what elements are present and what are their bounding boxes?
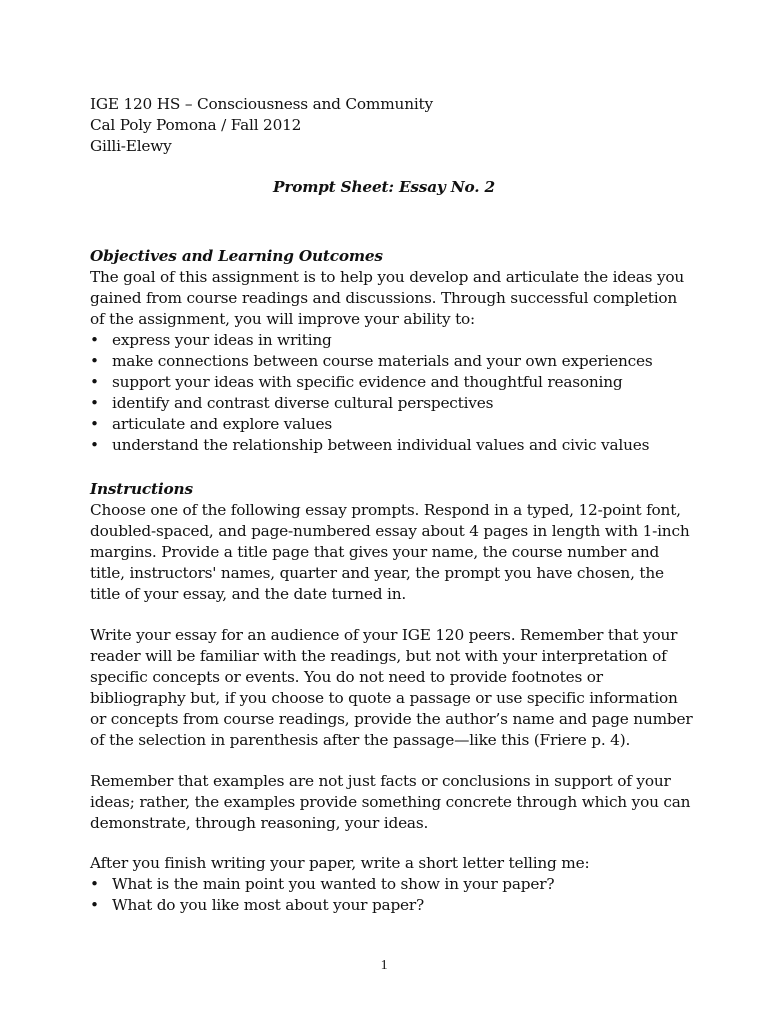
course-header (90, 94, 690, 157)
objective-bullet-item: • make connections between course materials and your own experiences (90, 352, 653, 370)
course-term: Cal Poly Pomona / Fall 2012 (90, 116, 302, 134)
audience-line: Write your essay for an audience of your IGE 120 peers. Remember that your (90, 626, 678, 644)
page-title: Prompt Sheet: Essay No. 2 (273, 178, 495, 196)
letter-bullet-item: • What do you like most about your paper? (90, 896, 425, 914)
bullet-icon: • (90, 394, 99, 412)
instructions-para1-line: Choose one of the following essay prompts. Respond in a typed, 12-point font, (90, 501, 681, 519)
examples-line: Remember that examples are not just facts or conclusions in support of your (90, 772, 671, 790)
objectives-text-line: gained from course readings and discussions. Through successful completion (90, 289, 678, 307)
letter-paragraph (90, 853, 690, 916)
letter-intro-line: After you finish writing your paper, write a short letter telling me: (90, 854, 590, 872)
instructions-heading: Instructions (90, 480, 193, 498)
examples-line: demonstrate, through reasoning, your ideas. (90, 814, 429, 832)
objectives-section (90, 246, 690, 456)
course-title: IGE 120 HS – Consciousness and Community (90, 95, 433, 113)
objective-bullet-item: • support your ideas with specific evidence and thoughtful reasoning (90, 373, 623, 391)
audience-line: specific concepts or events. You do not need to provide footnotes or (90, 668, 603, 686)
instructions-para1-line: title of your essay, and the date turned in. (90, 585, 407, 603)
instructions-para1-line: doubled-spaced, and page-numbered essay about 4 pages in length with 1-inch (90, 522, 690, 540)
bullet-icon: • (90, 352, 99, 370)
objective-bullet-item: • identify and contrast diverse cultural perspectives (90, 394, 494, 412)
examples-paragraph (90, 771, 690, 834)
bullet-icon: • (90, 875, 99, 893)
objective-bullet-item: • express your ideas in writing (90, 331, 332, 349)
objectives-text-line: of the assignment, you will improve your ability to: (90, 310, 475, 328)
objective-bullet-item: • understand the relationship between individual values and civic values (90, 436, 650, 454)
bullet-icon: • (90, 415, 99, 433)
instructions-section (90, 479, 690, 605)
bullet-icon: • (90, 373, 99, 391)
audience-paragraph (90, 625, 693, 751)
instructions-para1-line: margins. Provide a title page that gives your name, the course number and (90, 543, 660, 561)
objectives-text-line: The goal of this assignment is to help you develop and articulate the ideas you (90, 268, 685, 286)
bullet-icon: • (90, 436, 99, 454)
instructor-name: Gilli-Elewy (90, 137, 172, 155)
audience-line: reader will be familiar with the readings, but not with your interpretation of (90, 647, 667, 665)
bullet-icon: • (90, 896, 99, 914)
audience-line: bibliography but, if you choose to quote a passage or use specific information (90, 689, 678, 707)
bullet-icon: • (90, 331, 99, 349)
audience-line: of the selection in parenthesis after the passage—like this (Friere p. 4). (90, 731, 631, 749)
instructions-para1-line: title, instructors' names, quarter and year, the prompt you have chosen, the (90, 564, 664, 582)
page-number: 1 (380, 958, 388, 973)
letter-bullet-item: • What is the main point you wanted to show in your paper? (90, 875, 555, 893)
objectives-heading: Objectives and Learning Outcomes (90, 247, 383, 265)
objective-bullet-item: • articulate and explore values (90, 415, 333, 433)
examples-line: ideas; rather, the examples provide something concrete through which you can (90, 793, 691, 811)
audience-line: or concepts from course readings, provide the author’s name and page number (90, 710, 693, 728)
